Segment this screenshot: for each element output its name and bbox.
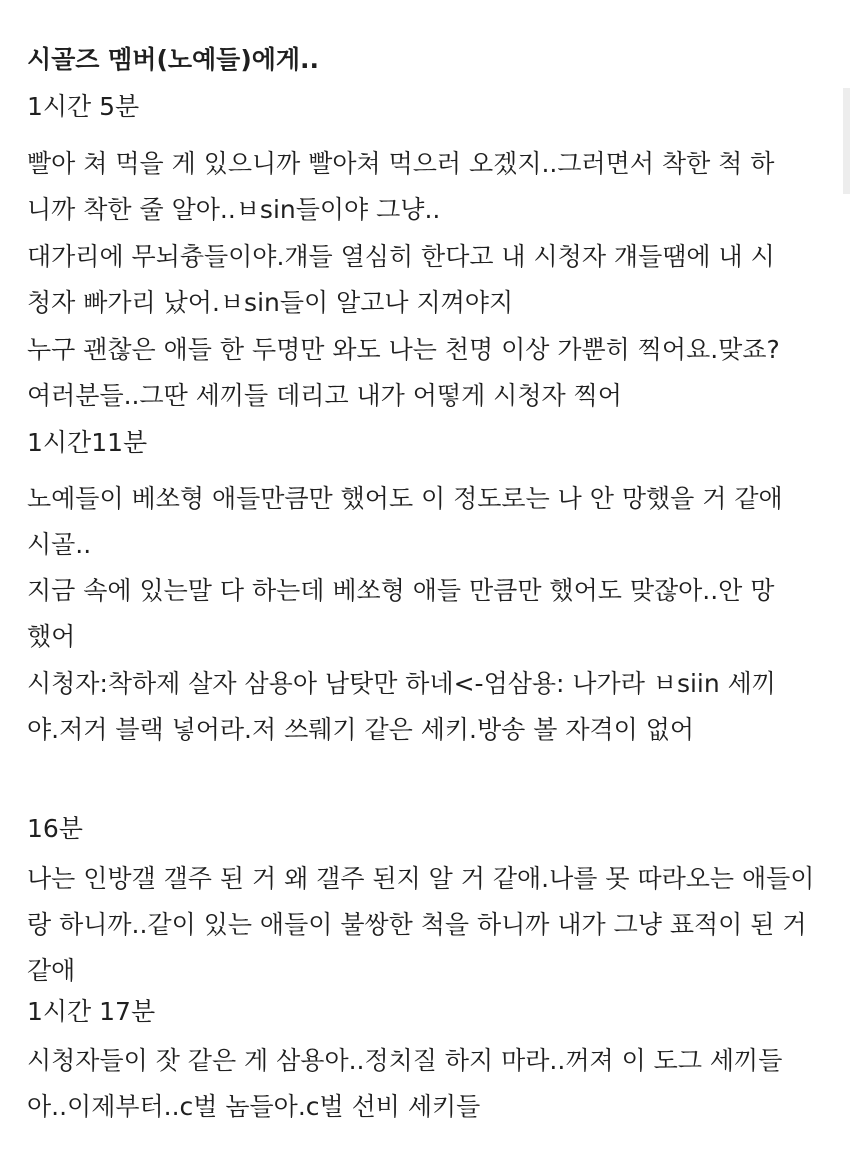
post-title: 시골즈 멤버(노예들)에게.. — [27, 45, 320, 74]
paragraph-6: 시청자:착하제 살자 삼용아 남탓만 하네<-엄삼용: 나가라 ㅂsiin 세끼 야.저거 블랙 넣어라.저 쓰뤠기 같은 세키.방송 볼 자격이 없어 — [27, 669, 776, 744]
scrollbar-edge[interactable] — [843, 88, 850, 194]
timestamp-1h17m: 1시간 17분 — [27, 997, 156, 1026]
paragraph-3: 누구 괜찮은 애들 한 두명만 와도 나는 천명 이상 가뿐히 찍어요.맞죠? 여러분들..그딴 세끼들 데리고 내가 어떻게 시청자 찍어 — [27, 335, 780, 410]
paragraph-8: 시청자들이 잣 같은 게 삼용아..정치질 하지 마라..꺼져 이 도그 세끼들 아..이제부터..c벌 놈들아.c벌 선비 세키들 — [27, 1046, 783, 1121]
paragraph-4: 노예들이 베쏘형 애들만큼만 했어도 이 정도로는 나 안 망했을 거 같애 시골.. — [27, 484, 783, 559]
paragraph-1: 빨아 쳐 먹을 게 있으니까 빨아쳐 먹으러 오겠지..그러면서 착한 척 하 니까 착한 줄 알아..ㅂsin들이야 그냥.. — [27, 149, 775, 224]
paragraph-7: 나는 인방갤 갤주 된 거 왜 갤주 된지 알 거 같애.나를 못 따라오는 애들이 랑 하니까..같이 있는 애들이 불쌍한 척을 하니까 내가 그냥 표적이 된 거 같애 — [27, 864, 815, 985]
timestamp-1h5m: 1시간 5분 — [27, 92, 140, 121]
timestamp-1h11m: 1시간11분 — [27, 428, 148, 457]
timestamp-16m: 16분 — [27, 814, 83, 843]
paragraph-5: 지금 속에 있는말 다 하는데 베쏘형 애들 만큼만 했어도 맞잖아..안 망 했어 — [27, 576, 775, 651]
paragraph-2: 대가리에 무뇌츙들이야.걔들 열심히 한다고 내 시청자 걔들땜에 내 시 청자 빠가리 났어.ㅂsin들이 알고나 지껴야지 — [27, 242, 775, 317]
